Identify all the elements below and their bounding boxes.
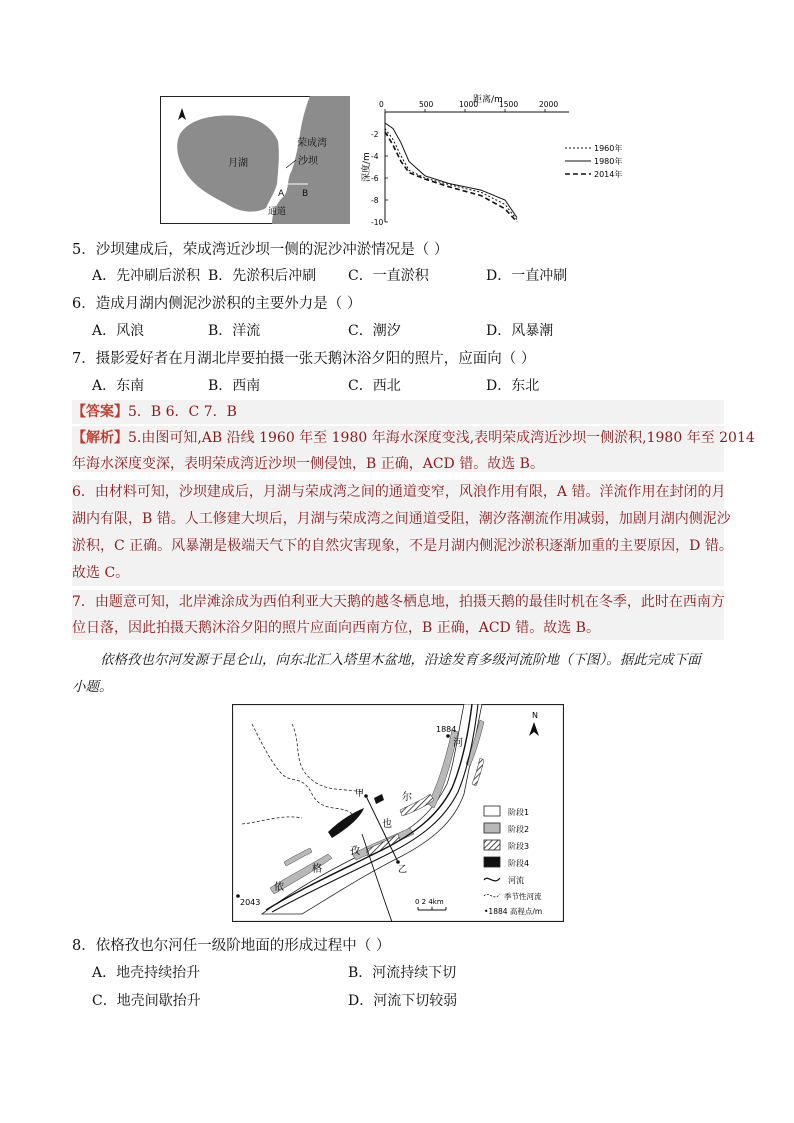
x-tick-label: 0	[379, 100, 384, 109]
legend-seasonal: 季节性河流	[504, 892, 542, 901]
y-tick-label: -10	[371, 218, 384, 227]
q5-option-b: B．先淤积后冲刷	[208, 268, 317, 284]
point-b-label: B	[302, 189, 309, 199]
answer-line	[72, 401, 237, 423]
y-tick-label: -2	[371, 130, 379, 139]
q8-option-c: C．地壳间歇抬升	[92, 993, 201, 1009]
intro-line-1: 依格孜也尔河发源于昆仑山，向东北汇入塔里木盆地，沿途发育多级河流阶地（下图）。据此完成下面	[100, 652, 701, 668]
point-jia-label: 甲	[355, 789, 365, 799]
river-char-6: 依	[274, 882, 284, 893]
series-line-1	[385, 129, 517, 220]
q6-option-b: B．洋流	[208, 323, 261, 339]
y-tick-label: -4	[371, 152, 379, 161]
point-a-label: A	[278, 189, 285, 199]
legend-label-3: 2014年	[594, 170, 623, 179]
north-label: N	[532, 711, 538, 720]
terrace-map	[232, 704, 564, 922]
analysis-line-4: 湖内有限，B 错。人工修建大坝后，月湖与荣成湾之间通道受阻，潮汐落潮流作用减弱，加剧月湖内侧泥沙	[72, 511, 731, 527]
legend-stage2: 阶段2	[508, 825, 530, 834]
q5-option-a: A．先冲刷后淤积	[92, 268, 201, 284]
y-tick-label: -8	[371, 196, 379, 205]
q8-option-a: A．地壳持续抬升	[92, 965, 201, 981]
question-6-stem: 6．造成月湖内侧泥沙淤积的主要外力是（ ）	[72, 296, 362, 312]
x-tick-label: 2000	[539, 100, 559, 109]
analysis-line-1	[72, 427, 755, 449]
river-char-1: 河	[453, 738, 463, 749]
q7-option-c: C．西北	[348, 378, 401, 394]
legend-stage4: 阶段4	[508, 859, 530, 868]
q5-option-d: D．一直冲刷	[486, 268, 568, 284]
question-7-stem: 7．摄影爱好者在月湖北岸要拍摄一张天鹅沐浴夕阳的照片，应面向（ ）	[72, 351, 536, 367]
y-axis-label: 深度/m	[362, 152, 372, 182]
bay-label: 荣成湾	[297, 138, 327, 149]
x-tick-label: 1000	[459, 100, 479, 109]
q5-option-c: C．一直淤积	[348, 268, 429, 284]
q8-option-d: D．河流下切较弱	[348, 993, 458, 1009]
analysis-line-5: 淤积，C 正确。风暴潮是极端天气下的自然灾害现象，不是月湖内侧泥沙淤积逐渐加重的主要原因，D 错。	[72, 538, 733, 554]
analysis-label: 【解析】	[72, 430, 128, 446]
dam-label: 沙坝	[298, 156, 318, 167]
lake-map	[160, 96, 350, 224]
lake-label: 月湖	[228, 158, 248, 169]
legend-elevation: •1884 高程点/m	[484, 907, 543, 916]
scale-label: 0 2 4km	[415, 898, 444, 906]
q7-option-d: D．东北	[486, 378, 540, 394]
legend-label-2: 1980年	[594, 157, 623, 166]
q6-option-a: A．风浪	[92, 323, 145, 339]
elevation-bottom: 2043	[240, 898, 261, 907]
river-char-2: 尔	[402, 792, 412, 803]
chart-title: 距离/m	[473, 95, 503, 105]
analysis-text-1: 5.由图可知,AB 沿线 1960 年至 1980 年海水深度变浅,表明荣成湾近沙坝一侧淤积,1980 年至 2014	[128, 430, 755, 446]
depth-profile-chart	[355, 92, 635, 228]
channel-label: 通道	[268, 207, 287, 217]
q7-option-a: A．东南	[92, 378, 145, 394]
river-char-5: 格	[312, 864, 322, 875]
legend-stage1: 阶段1	[508, 808, 530, 817]
point-yi-label: 乙	[398, 865, 408, 875]
legend-stage3: 阶段3	[508, 842, 530, 851]
q6-option-d: D．风暴潮	[486, 323, 554, 339]
series-line-3	[385, 132, 517, 222]
question-8-stem: 8．依格孜也尔河任一级阶地面的形成过程中（ ）	[72, 938, 391, 954]
question-5-stem: 5．沙坝建成后，荣成湾近沙坝一侧的泥沙冲淤情况是（ ）	[72, 242, 449, 258]
analysis-line-2: 年海水深度变深，表明荣成湾近沙坝一侧侵蚀，B 正确，ACD 错。故选 B。	[72, 456, 544, 472]
series-line-2	[385, 123, 517, 218]
q6-option-c: C．潮汐	[348, 323, 401, 339]
analysis-line-3: 6．由材料可知，沙坝建成后，月湖与荣成湾之间的通道变窄，风浪作用有限，A 错。洋流作用在封闭的月	[72, 484, 726, 500]
x-tick-label: 1500	[499, 100, 519, 109]
river-char-3: 也	[382, 819, 392, 830]
y-tick-label: -6	[371, 174, 379, 183]
x-tick-label: 500	[419, 100, 434, 109]
intro-line-2: 小题。	[72, 679, 113, 695]
elevation-top: 1884	[436, 725, 457, 734]
legend-label-1: 1960年	[594, 144, 623, 153]
q8-option-b: B．河流持续下切	[348, 965, 457, 981]
river-char-4: 孜	[350, 846, 360, 857]
analysis-line-6: 故选 C。	[72, 565, 130, 581]
answer-text: 5．B 6．C 7．B	[128, 404, 237, 420]
q7-option-b: B．西南	[208, 378, 261, 394]
legend-river: 河流	[508, 876, 524, 885]
analysis-line-8: 位日落，因此拍摄天鹅沐浴夕阳的照片应面向西南方位，B 正确，ACD 错。故选 B。	[72, 620, 600, 636]
answer-label: 【答案】	[72, 404, 128, 420]
analysis-line-7: 7．由题意可知，北岸滩涂成为西伯利亚大天鹅的越冬栖息地，拍摄天鹅的最佳时机在冬季，此时在西南方	[72, 594, 725, 610]
